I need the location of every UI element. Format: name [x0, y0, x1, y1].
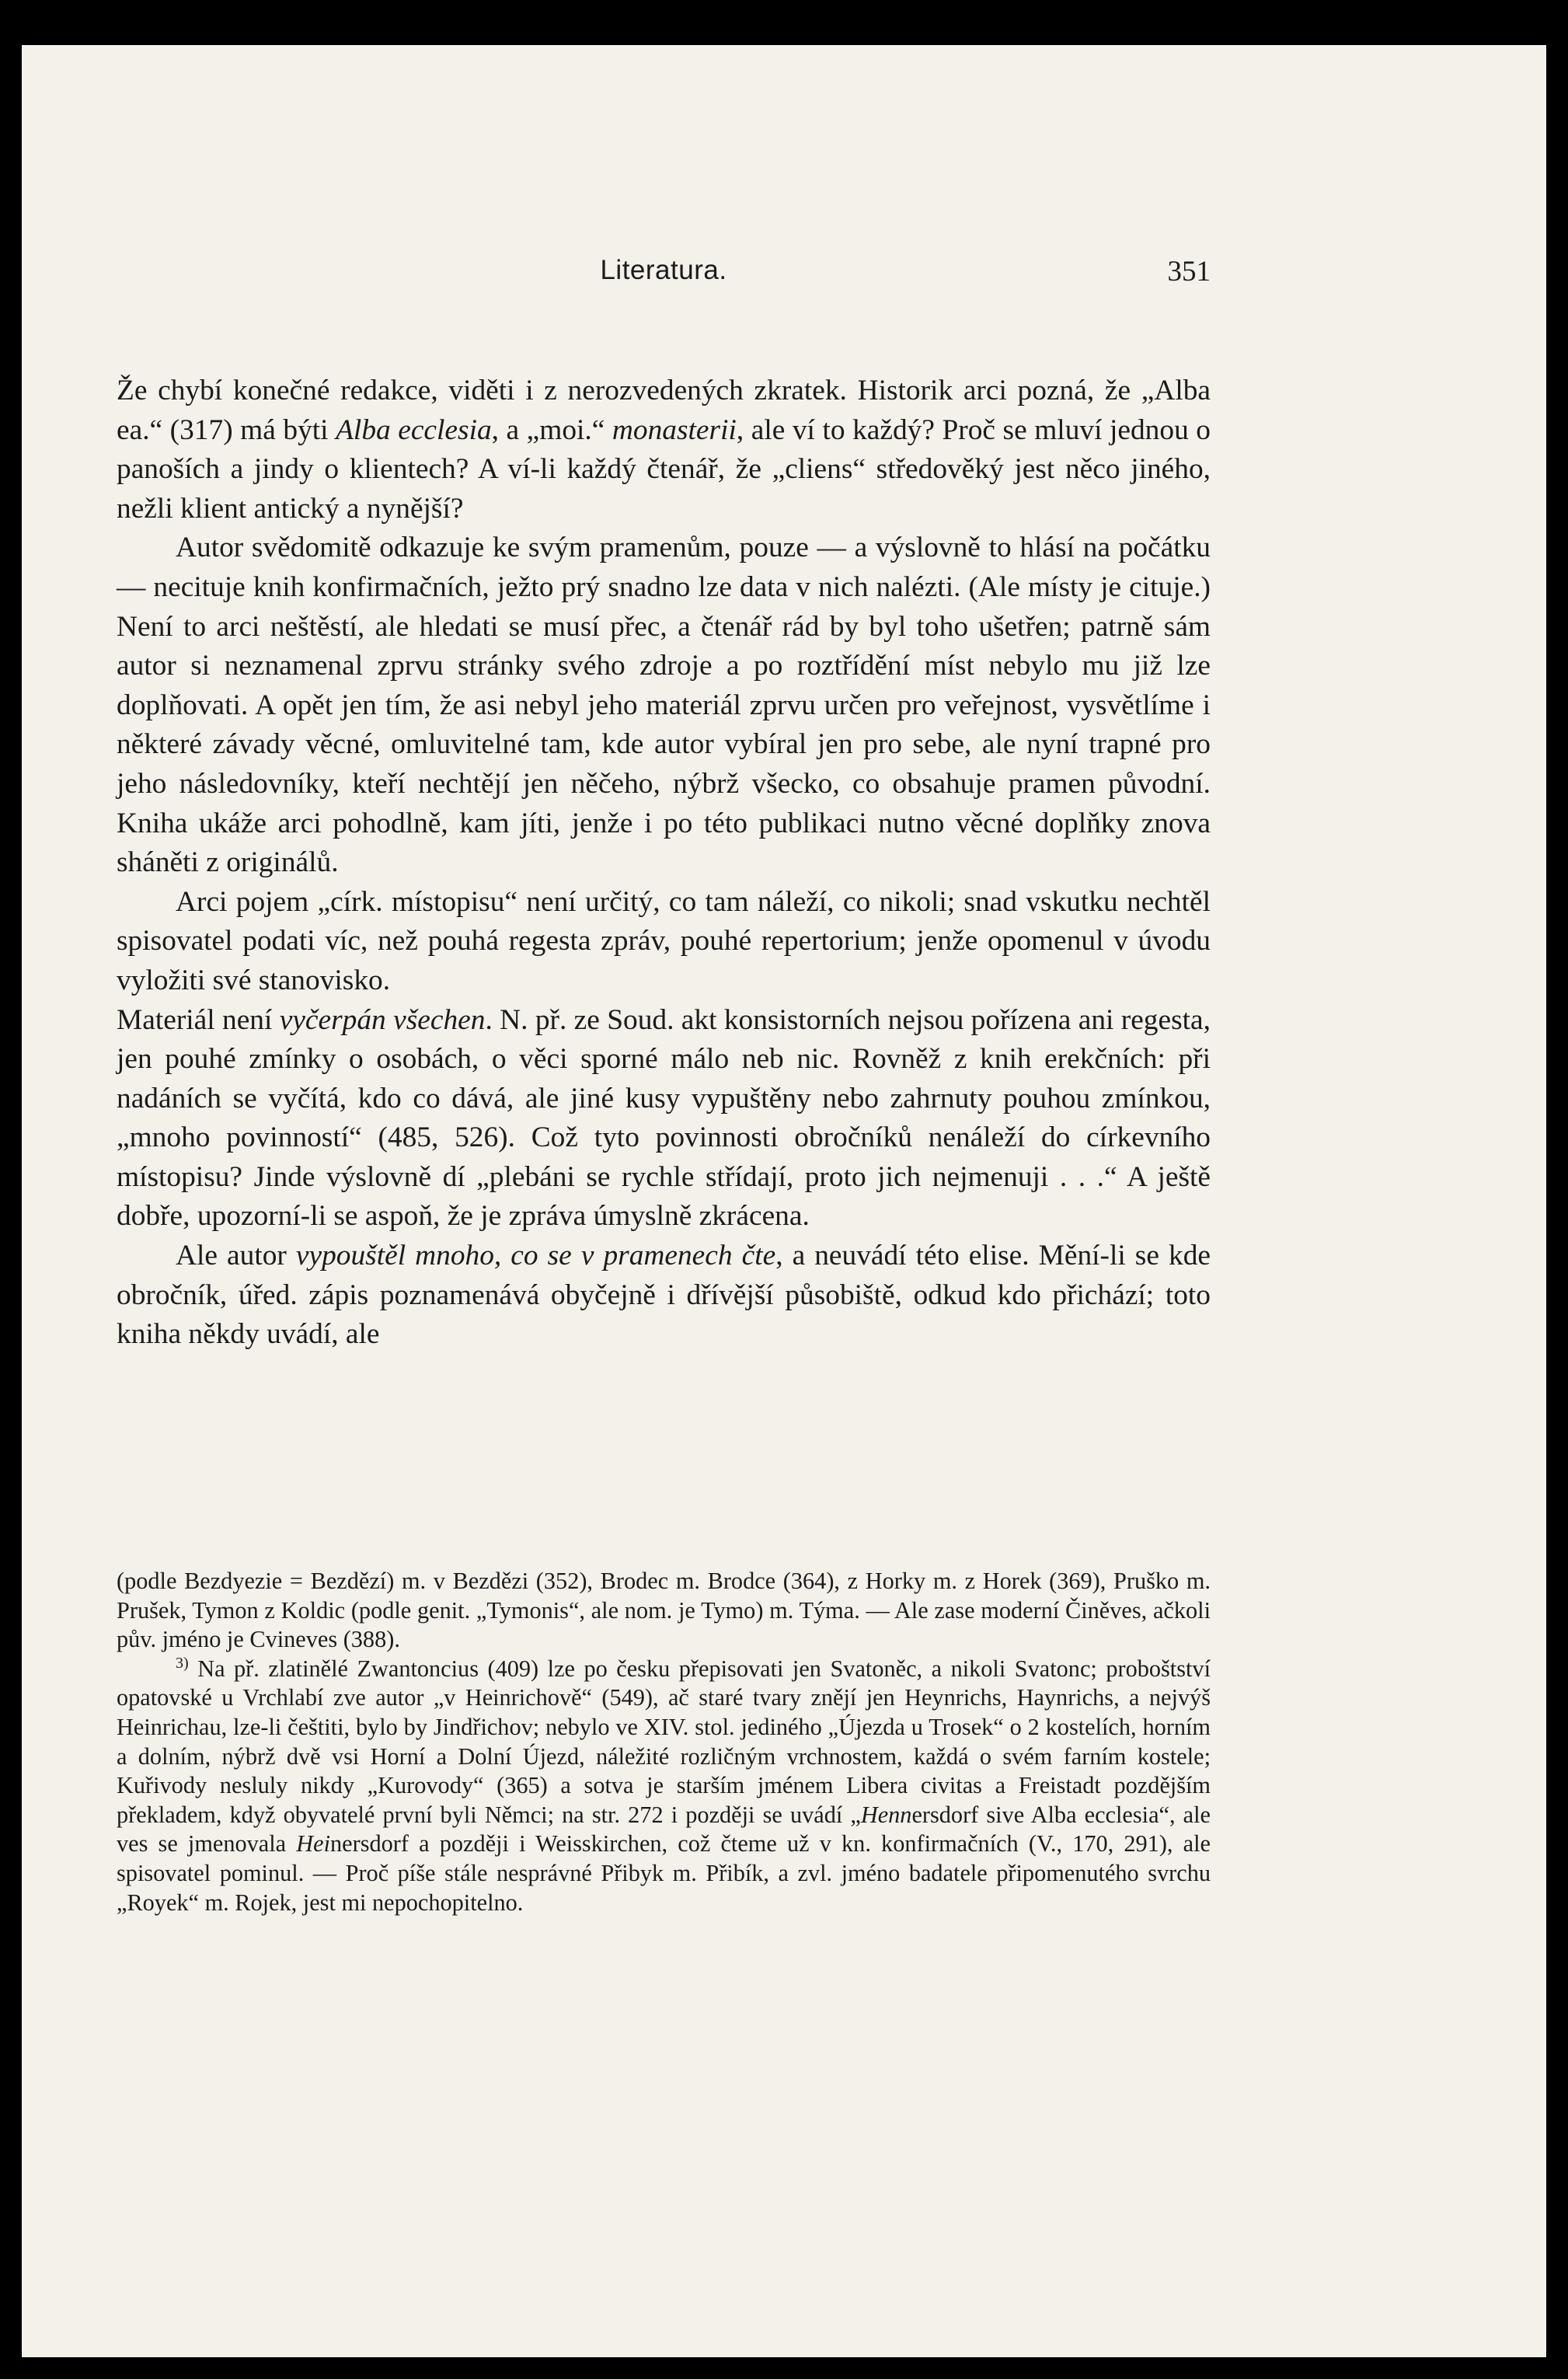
page-number: 351 [1167, 256, 1211, 288]
main-text [117, 372, 1211, 1355]
paragraph: Arci pojem „círk. místopisu“ není určitý, co tam náleží, co nikoli; snad vskutku nechtěl spisovatel podati víc, než pouhá regesta zpráv, pouhé repertorium; jenže opomenul v úvodu vyložiti své stanovisko. [117, 885, 1211, 996]
paragraph: Ale autor vypouštěl mnoho, co se v pramenech čte, a neuvádí této elise. Mění-li se kde obročník, úřed. zápis poznamenává obyčejně i dřívější působiště, odkud kdo přichází; toto kniha někdy uvádí, ale [117, 1240, 1211, 1351]
page-header [117, 255, 1211, 302]
book-page [22, 45, 1546, 2357]
footnote-marker: 3) [176, 1654, 189, 1672]
footnote-continuation: (podle Bezdyezie = Bezdězí) m. v Bezdězi (352), Brodec m. Brodce (364), z Horky m. z Horek (369), Pruško m. Prušek, Tymon z Koldic (podle genit. „Tymonis“, ale nom. je Tymo) m. Týma. — Ale zase moderní Činěves, ačkoli pův. jméno je Cvineves (388). [117, 1568, 1211, 1653]
footnote: $^{3)}$ Na př. zlatinělé Zwantoncius (409) lze po česku přepisovati jen Svatoněc, a nikoli Svatonc; proboštství opatovské u Vrchlabí zve autor „v Heinrichově“ (549), ač staré tvary znějí jen Heynrichs, Haynrichs, a nejvýš Heinrichau, lze-li češtiti, bylo by Jindřichov; nebylo ve XIV. stol. jediného „Újezda u Trosek“ o 2 kostelích, horním a dolním, nýbrž dvě vsi Horní a Dolní Újezd, náležité rozličným vrchnostem, každá o svém farním kostele; Kuřivody nesluly nikdy „Kurovody“ (365) a sotva je starším jménem Libera civitas a Freistadt pozdějším překladem, když obyvatelé první byli Němci; na str. 272 i později se uvádí „Hennersdorf sive Alba ecclesia“, ale ves se jmenovala Heinersdorf a později i Weisskirchen, což čteme už v kn. konfirmačních (V., 170, 291), ale spisovatel pominul. — Proč píše stále nesprávné Přibyk m. Přibík, a zvl. jméno badatele připomenutého svrchu „Royek“ m. Rojek, jest mi nepochopitelno. [117, 1654, 1211, 1916]
paragraph: Že chybí konečné redakce, viděti i z nerozvedených zkratek. Historik arci pozná, že „Alba ea.“ (317) má býti Alba ecclesia, a „moi.“ monasterii, ale ví to každý? Proč se mluví jednou o panoších a jindy o klientech? A ví-li každý čtenář, že „cliens“ středověký jest něco jiného, nežli klient antický a nynější? [117, 375, 1211, 525]
paragraph: Materiál není vyčerpán všechen. N. př. ze Soud. akt konsistorních nejsou pořízena ani regesta, jen pouhé zmínky o osobách, o věci sporné málo neb nic. Rovněž z knih erekčních: při nadáních se vyčítá, kdo co dává, ale jiné kusy vypuštěny nebo zahrnuty pouhou zmínkou, „mnoho povinností“ (485, 526). Což tyto povinnosti obročníků nenáleží do církevního místopisu? Jinde výslovně dí „plebáni se rychle střídají, proto jich nejmenuji . . .“ A ještě dobře, upozorní-li se aspoň, že je zpráva úmyslně zkrácena. [117, 1003, 1211, 1233]
paragraph: Autor svědomitě odkazuje ke svým pramenům, pouze — a výslovně to hlásí na počátku — necituje knih konfirmačních, ježto prý snadno lze data v nich nalézti. (Ale místy je cituje.) Není to arci neštěstí, ale hledati se musí přec, a čtenář rád by byl toho ušetřen; patrně sám autor si neznamenal zprvu stránky svého zdroje a po roztřídění míst nebylo mu již lze doplňovati. A opět jen tím, že asi nebyl jeho materiál zprvu určen pro veřejnost, vysvětlíme i některé závady věcné, omluvitelné tam, kde autor vybíral jen pro sebe, ale nyní trapné pro jeho následovníky, kteří nechtějí jen něčeho, nýbrž všecko, co obsahuje pramen původní. Kniha ukáže arci pohodlně, kam jíti, jenže i po této publikaci nutno věcné doplňky znova sháněti z originálů. [117, 532, 1211, 879]
footnotes [117, 1567, 1211, 1917]
running-title: Literatura. [600, 255, 727, 285]
